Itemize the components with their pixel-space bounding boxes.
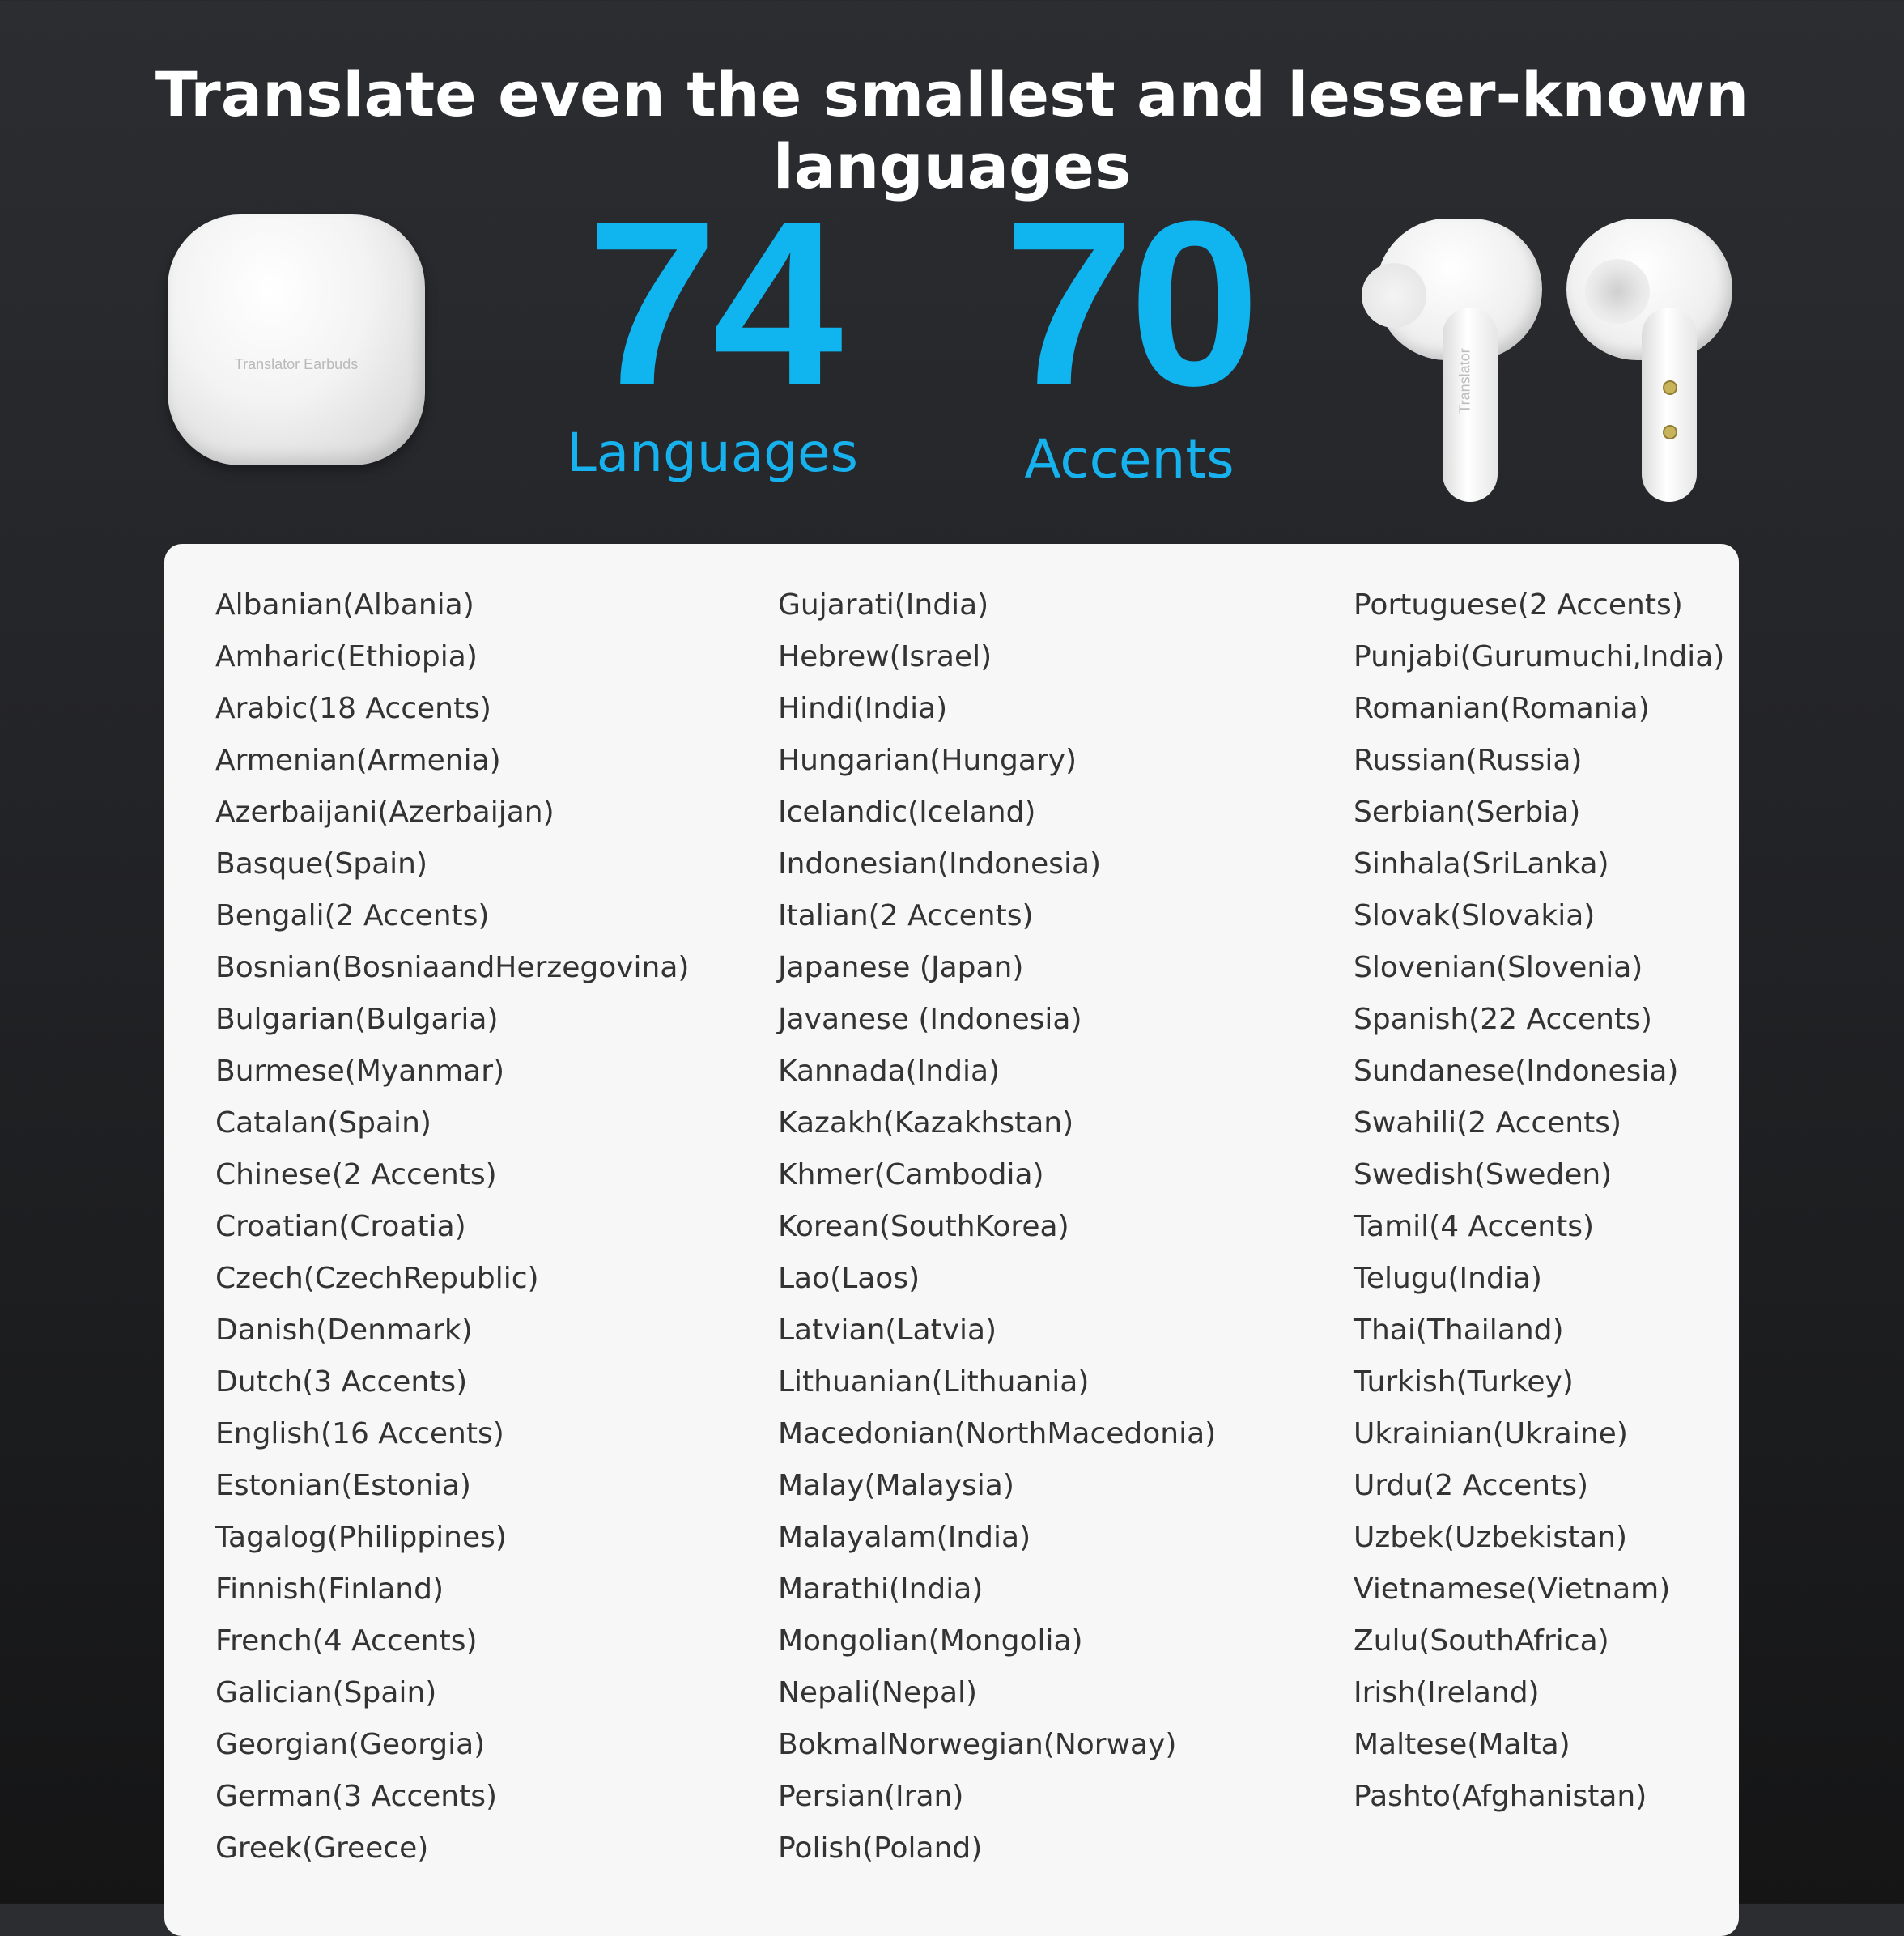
language-item: Basque(Spain): [215, 847, 428, 881]
language-item: Lao(Laos): [778, 1262, 920, 1295]
accents-label: Accents: [1024, 428, 1235, 490]
language-item: Bulgarian(Bulgaria): [215, 1003, 499, 1036]
language-item: Russian(Russia): [1354, 744, 1583, 777]
language-item: Bosnian(BosniaandHerzegovina): [215, 951, 690, 984]
language-item: Hindi(India): [778, 692, 948, 725]
languages-label: Languages: [566, 422, 859, 484]
right-earbud-tip: [1585, 259, 1650, 324]
language-item: Latvian(Latvia): [778, 1314, 997, 1347]
language-item: Thai(Thailand): [1354, 1314, 1564, 1347]
language-item: BokmalNorwegian(Norway): [778, 1728, 1177, 1761]
language-item: Maltese(Malta): [1354, 1728, 1570, 1761]
language-item: Portuguese(2 Accents): [1354, 588, 1683, 622]
charging-contact: [1663, 425, 1677, 439]
accents-stat: [971, 172, 1287, 492]
language-item: Croatian(Croatia): [215, 1210, 466, 1243]
language-item: Icelandic(Iceland): [778, 796, 1036, 829]
language-item: Italian(2 Accents): [778, 899, 1034, 932]
language-item: Turkish(Turkey): [1354, 1365, 1574, 1399]
language-item: Zulu(SouthAfrica): [1354, 1624, 1609, 1658]
language-item: Dutch(3 Accents): [215, 1365, 468, 1399]
language-item: Hebrew(Israel): [778, 640, 992, 673]
language-item: Kannada(India): [778, 1055, 1001, 1088]
language-item: Chinese(2 Accents): [215, 1158, 497, 1191]
language-item: Korean(SouthKorea): [778, 1210, 1069, 1243]
language-item: Telugu(India): [1354, 1262, 1542, 1295]
language-item: Lithuanian(Lithuania): [778, 1365, 1090, 1399]
language-item: Indonesian(Indonesia): [778, 847, 1102, 881]
language-column-1: [215, 586, 689, 1881]
language-item: Ukrainian(Ukraine): [1354, 1417, 1628, 1450]
language-item: Nepali(Nepal): [778, 1676, 978, 1709]
charging-contact: [1663, 380, 1677, 395]
language-item: Swahili(2 Accents): [1354, 1106, 1622, 1140]
language-item: Amharic(Ethiopia): [215, 640, 478, 673]
language-item: Tamil(4 Accents): [1354, 1210, 1595, 1243]
language-list-card: [164, 544, 1739, 1936]
language-item: Czech(CzechRepublic): [215, 1262, 539, 1295]
language-item: Japanese (Japan): [778, 951, 1024, 984]
language-item: Serbian(Serbia): [1354, 796, 1581, 829]
case-label: Translator Earbuds: [234, 356, 359, 372]
language-item: Pashto(Afghanistan): [1354, 1780, 1647, 1813]
language-item: Slovak(Slovakia): [1354, 899, 1596, 932]
language-item: Sundanese(Indonesia): [1354, 1055, 1679, 1088]
language-item: Javanese (Indonesia): [778, 1003, 1082, 1036]
language-item: Irish(Ireland): [1354, 1676, 1540, 1709]
language-item: Persian(Iran): [778, 1780, 964, 1813]
language-item: Kazakh(Kazakhstan): [778, 1106, 1074, 1140]
earbuds-image: [1368, 219, 1757, 502]
language-item: Armenian(Armenia): [215, 744, 501, 777]
language-item: French(4 Accents): [215, 1624, 478, 1658]
language-item: Catalan(Spain): [215, 1106, 431, 1140]
language-item: Khmer(Cambodia): [778, 1158, 1044, 1191]
language-item: Uzbek(Uzbekistan): [1354, 1521, 1628, 1554]
language-item: Galician(Spain): [215, 1676, 437, 1709]
language-item: Hungarian(Hungary): [778, 744, 1077, 777]
language-item: Punjabi(Gurumuchi,India): [1354, 640, 1725, 673]
headline: Translate even the smallest and lesser-known languages: [155, 58, 1749, 202]
language-item: German(3 Accents): [215, 1780, 498, 1813]
accents-count: 70: [1003, 172, 1256, 435]
language-item: Slovenian(Slovenia): [1354, 951, 1643, 984]
language-column-2: [778, 586, 1216, 1881]
language-item: Danish(Denmark): [215, 1314, 473, 1347]
language-item: Albanian(Albania): [215, 588, 474, 622]
language-item: Gujarati(India): [778, 588, 989, 622]
language-column-3: [1354, 586, 1724, 1829]
earbuds-case-image: [168, 214, 425, 465]
language-item: Arabic(18 Accents): [215, 692, 491, 725]
language-item: Tagalog(Philippines): [215, 1521, 507, 1554]
language-item: Finnish(Finland): [215, 1573, 444, 1606]
language-item: Marathi(India): [778, 1573, 984, 1606]
language-item: Vietnamese(Vietnam): [1354, 1573, 1671, 1606]
language-item: Romanian(Romania): [1354, 692, 1650, 725]
language-item: Swedish(Sweden): [1354, 1158, 1613, 1191]
languages-stat: [559, 172, 866, 486]
language-item: English(16 Accents): [215, 1417, 504, 1450]
language-item: Mongolian(Mongolia): [778, 1624, 1083, 1658]
language-item: Urdu(2 Accents): [1354, 1469, 1589, 1502]
language-item: Polish(Poland): [778, 1832, 983, 1865]
hero-section: [0, 172, 1904, 510]
language-item: Malayalam(India): [778, 1521, 1031, 1554]
right-earbud-stem: [1642, 308, 1697, 502]
language-item: Burmese(Myanmar): [215, 1055, 505, 1088]
language-item: Bengali(2 Accents): [215, 899, 490, 932]
left-earbud-tip: [1362, 263, 1426, 328]
languages-count: 74: [586, 172, 839, 435]
language-item: Greek(Greece): [215, 1832, 429, 1865]
language-item: Sinhala(SriLanka): [1354, 847, 1609, 881]
language-item: Azerbaijani(Azerbaijan): [215, 796, 555, 829]
language-item: Spanish(22 Accents): [1354, 1003, 1652, 1036]
language-item: Macedonian(NorthMacedonia): [778, 1417, 1217, 1450]
language-item: Malay(Malaysia): [778, 1469, 1014, 1502]
language-item: Estonian(Estonia): [215, 1469, 471, 1502]
earbud-label: Translator: [1456, 348, 1473, 414]
language-item: Georgian(Georgia): [215, 1728, 486, 1761]
